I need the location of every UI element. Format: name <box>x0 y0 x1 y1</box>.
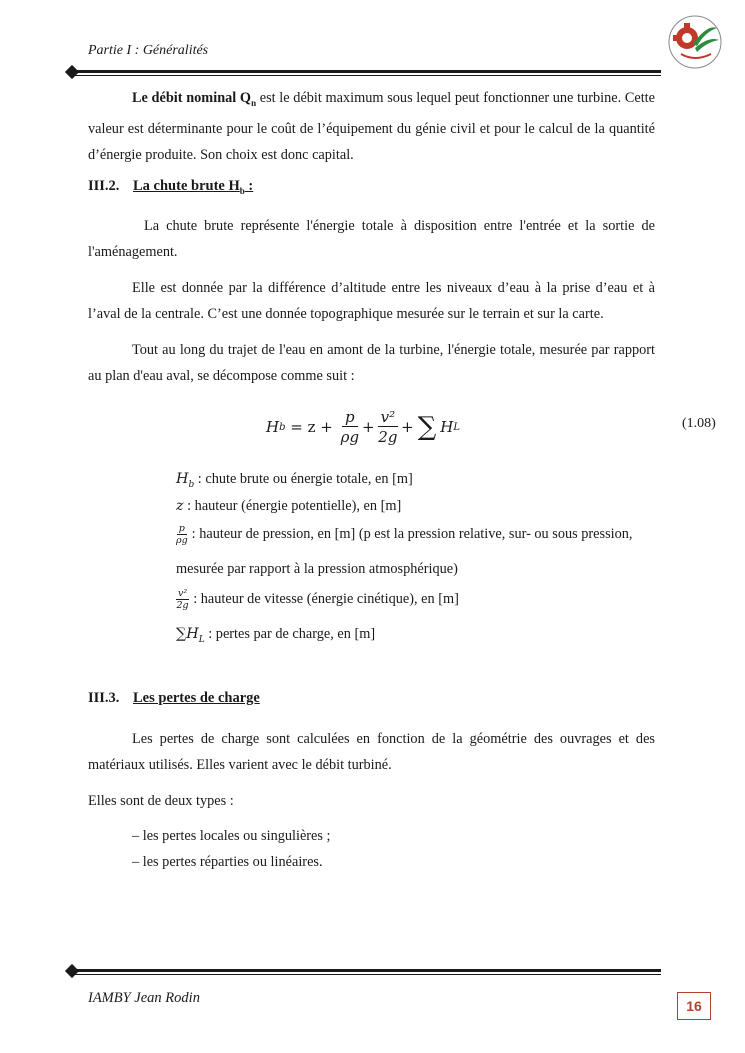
equation-number: (1.08) <box>682 416 716 431</box>
paragraph-types-intro: Elles sont de deux types : <box>88 793 234 809</box>
paragraph-pertes-charge: Les pertes de charge sont calculées en fonction de la géométrie des ouvrages et des matériaux utilisés. Elles varient avec le débit turbiné. <box>88 731 655 773</box>
section-heading-chute-brute: III.2. La chute brute $H_b$ : <box>88 178 254 196</box>
section-heading-pertes-charge: III.3. Les pertes de charge <box>88 690 260 706</box>
paragraph-chute-brute-definition: La chute brute représente l'énergie totale à disposition entre l'entrée et la sortie de l'aménagement. <box>88 218 655 260</box>
intro-paragraph: Le débit nominal $Q_n$ est le débit maximum sous lequel peut fonctionner une turbine. Cette valeur est déterminante pour le coût de l’équipement du génie civil et pour le calcul de la quantité d’énergie produite. Son choix est donc capital. <box>88 90 655 163</box>
paragraph-difference-altitude: Elle est donnée par la différence d’altitude entre les niveaux d’eau à la prise d’eau et à l’aval de la centrale. C’est une donnée topographique mesurée sur le terrain et sur la carte. <box>88 280 655 322</box>
university-logo <box>667 14 723 70</box>
list-item: – les pertes locales ou singulières ; <box>132 828 331 844</box>
paragraph-decomposition: Tout au long du trajet de l'eau en amont de la turbine, l'énergie totale, mesurée par rapport au plan d'eau aval, se décompose comme suit : <box>88 342 655 384</box>
header-rule <box>67 70 661 77</box>
equation-chute-brute: H b = z + $\frac{p}{\rho g}$ + $\frac{\text{v²}}{2g}$ + ∑ H L <box>266 407 460 446</box>
footer-rule <box>67 969 661 976</box>
intro-bold-lead: Le débit nominal $Q_n$ <box>132 90 257 108</box>
definition-pressure: $\frac{p}{\rho g}$ : hauteur de pression, en [m] (p est la pression relative, sur- ou sous pression, <box>176 523 633 546</box>
page-number: 16 <box>677 992 711 1020</box>
definition-pressure-cont: mesurée par rapport à la pression atmosphérique) <box>176 561 458 577</box>
definition-velocity: $\frac{\text{v²}}{2g}$ : hauteur de vitesse (énergie cinétique), en [m] <box>176 588 459 611</box>
footer-author: IAMBY Jean Rodin <box>88 990 200 1006</box>
definition-hb: $H_b$ : chute brute ou énergie totale, en [m] <box>176 471 413 490</box>
definition-z: z : hauteur (énergie potentielle), en [m] <box>176 498 402 514</box>
list-item: – les pertes réparties ou linéaires. <box>132 854 323 870</box>
definition-head-loss: $\sum H_L$ : pertes par de charge, en [m] <box>176 626 376 645</box>
running-header: Partie I : Généralités <box>88 43 209 58</box>
